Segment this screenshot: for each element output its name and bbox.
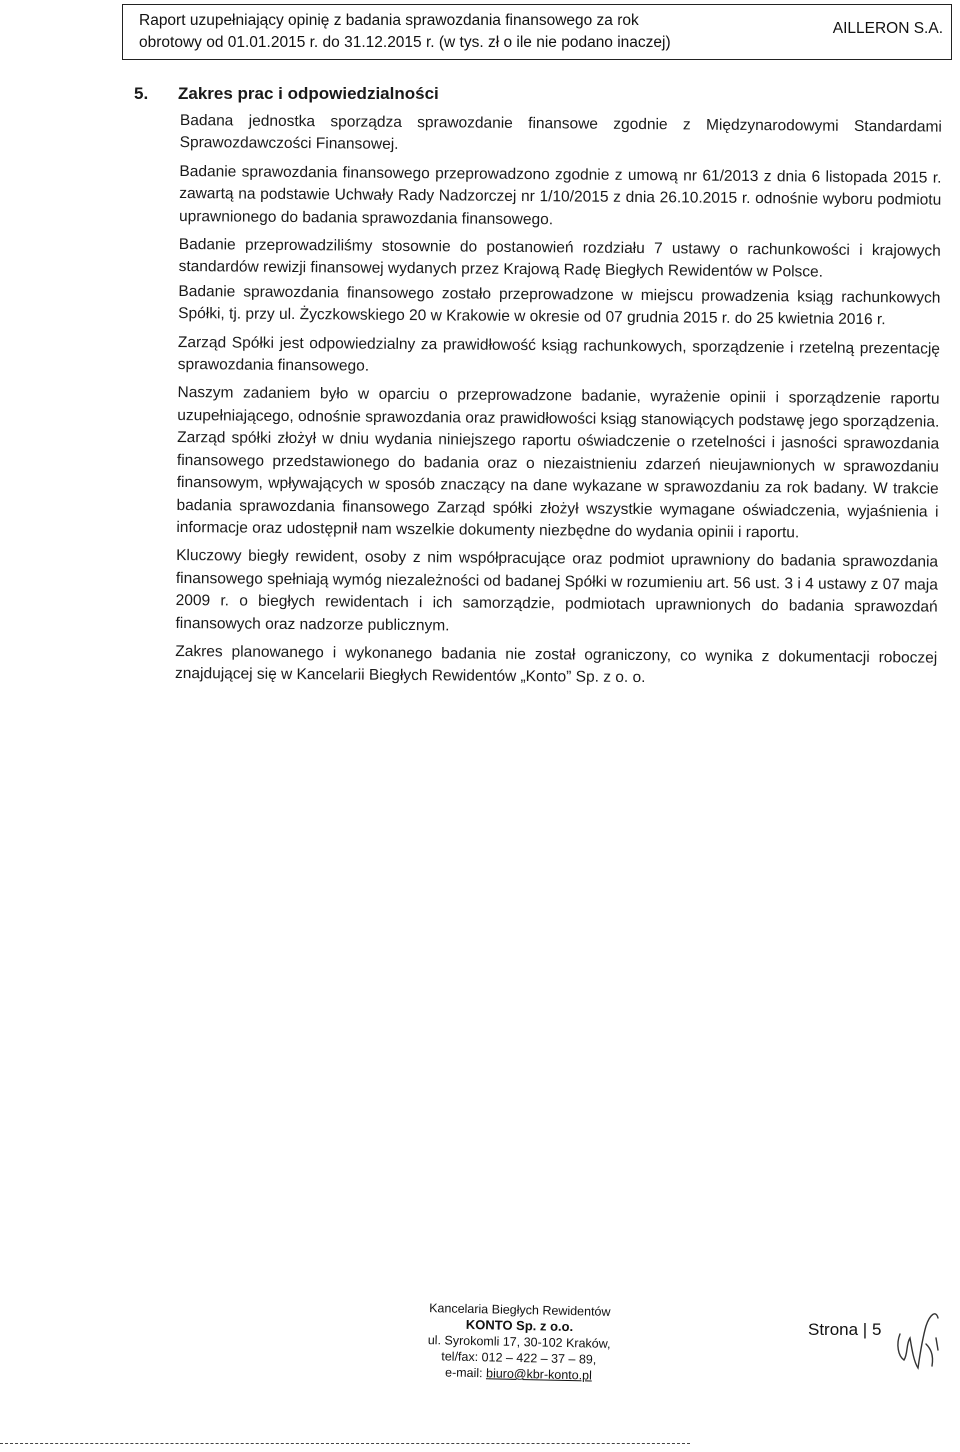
bottom-divider xyxy=(0,1443,690,1444)
paragraph-contract: Badanie sprawozdania finansowego przeprowadzono zgodnie z umową nr 61/2013 z dnia 6 listopada 2015 r. zawartą na podstawie Uchwały Rady Nadzorczej nr 1/10/2015 z dnia 26.10.2015 r. odnośnie wyboru podmiotu uprawnionego do badania sprawozdania finansowego. xyxy=(178,162,942,228)
page-header xyxy=(122,4,952,60)
paragraph-audit-place: Badanie sprawozdania finansowego zostało przeprowadzone w miejscu prowadzenia ksiąg rachunkowych Spółki, tj. przy ul. Życzkowskiego 20 w Krakowie w okresie od 07 grudnia 2015 r. do 25 kwietnia 2016 r. xyxy=(178,282,941,329)
header-company-name: AILLERON S.A. xyxy=(832,20,943,37)
footer-phone: tel/fax: 012 – 422 – 37 – 89, xyxy=(441,1349,597,1367)
footer-email-label: e-mail: xyxy=(444,1365,487,1381)
paragraph-scope: Zakres planowanego i wykonanego badania nie został ograniczony, co wynika z dokumentacji roboczej znajdującej się w Kancelarii Biegłych Rewidentów „Konto” Sp. z o. o. xyxy=(175,642,938,687)
header-title-line-1: Raport uzupełniający opinię z badania sprawozdania finansowego za rok xyxy=(139,12,639,29)
footer-firm-name: KONTO Sp. z o.o. xyxy=(465,1316,574,1335)
paragraph-standards: Badana jednostka sporządza sprawozdanie finansowe zgodnie z Międzynarodowymi Standardami Sprawozdawczości Finansowej. xyxy=(179,111,942,154)
section-number: 5. xyxy=(134,84,149,103)
footer-firm-type: Kancelaria Biegłych Rewidentów xyxy=(429,1301,611,1319)
handwritten-initials xyxy=(886,1304,946,1380)
page-number: Strona | 5 xyxy=(808,1320,882,1339)
paragraph-independence: Kluczowy biegły rewident, osoby z nim współpracujące oraz podmiot uprawniony do badania sprawozdania finansowego spełniają wymóg niezależności od badanej Spółki w rozumieniu art. 56 ust. 3 i 4 ustawy z 07 maja 2009 r. o biegłych rewidentach i ich samorządzie, podmiotach uprawnionych do badania sprawozdań finansowych oraz nadzorze publicznym. xyxy=(175,547,939,634)
footer-street-address: ul. Syrokomli 17, 30-102 Kraków, xyxy=(427,1333,611,1351)
section-heading xyxy=(134,84,439,104)
footer-address xyxy=(378,1299,660,1385)
section-body xyxy=(175,110,942,698)
footer-email-link[interactable]: biuro@kbr-konto.pl xyxy=(485,1366,593,1383)
paragraph-our-task: Naszym zadaniem było w oparciu o przeprowadzone badanie, wyrażenie opinii i sporządzenie raportu uzupełniającego, odnośnie sprawozdania oraz prawidłowości ksiąg stanowiących podstawę jego sporządzenia. Zarząd spółki złożył w dniu wydania niniejszego raportu oświadczenie o rzetelności i jasności sprawozdania finansowego przedstawionego do badania oraz o niezaistnieniu zdarzeń nieujawnionych w sprawozdaniu finansowym, wpływających w sposób znaczący na dane wykazane w sprawozdaniu za rok badany. W trakcie badania sprawozdania finansowego Zarząd spółki złożył wszystkie wymagane oświadczenia, wyjaśnienia i informacje oraz udostępnił nam wszelkie dokumenty niezbędne do wydania opinii i raportu. xyxy=(176,384,940,542)
paragraph-management-responsibility: Zarząd Spółki jest odpowiedzialny za prawidłowość ksiąg rachunkowych, sporządzenie i rzetelną prezentację sprawozdania finansowego. xyxy=(177,333,941,375)
section-title: Zakres prac i odpowiedzialności xyxy=(178,84,439,103)
paragraph-legal-basis: Badanie przeprowadziliśmy stosownie do postanowień rozdziału 7 ustawy o rachunkowości i krajowych standardów rewizji finansowej wydanych przez Krajową Radę Biegłych Rewidentów w Polsce. xyxy=(178,236,941,282)
header-title-line-2: obrotowy od 01.01.2015 r. do 31.12.2015 r. (w tys. zł o ile nie podano inaczej) xyxy=(139,34,671,51)
